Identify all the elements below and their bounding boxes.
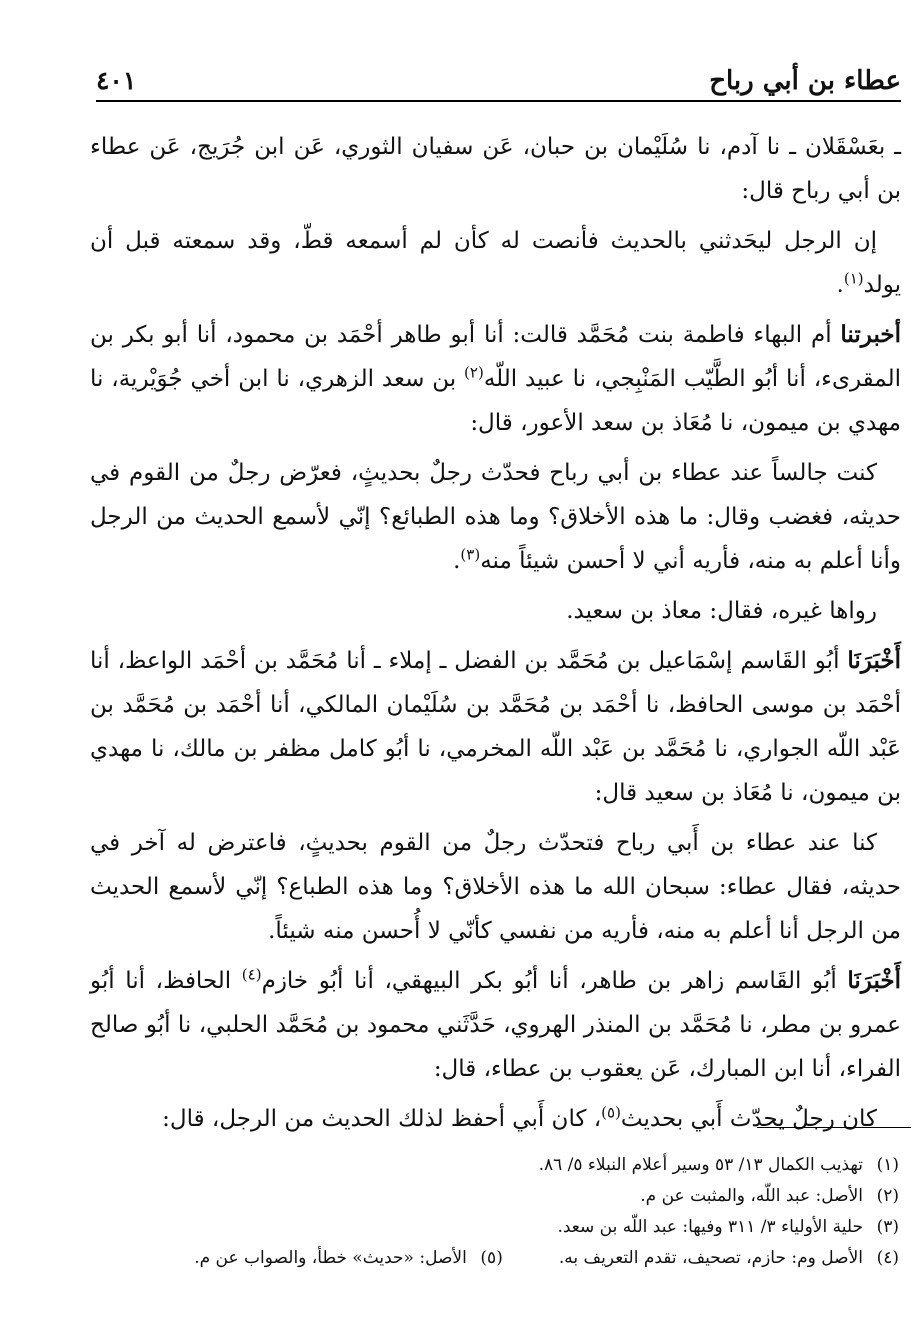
footnote-ref-4[interactable]: (٤): [241, 965, 262, 984]
paragraph-1: [90, 125, 901, 213]
running-title: عطاء بن أبي رباح: [709, 66, 901, 96]
footnote-number: (٥): [480, 1248, 503, 1268]
footnote-separator: [757, 1127, 911, 1128]
isnad-lead-word: أَخْبَرَنَا: [847, 967, 901, 994]
paragraph-5-text: رواها غيره، فقال: معاذ بن سعيد.: [566, 598, 877, 624]
page-header: [96, 60, 901, 98]
paragraph-7-text: كنا عند عطاء بن أَبي رباح فتحدّث رجلٌ من القوم بحديثٍ، فاعترض له آخر في حديثه، فقال عطاء: سبحان الله ما هذه الأخلاق؟ وما هذه الطباع؟ إنّي لأسمع الحديث من الرجل أنا أعلم به منه، فأريه من نفسي كأنّي لا أُحسن منه شيئاً.: [90, 830, 901, 944]
footnote-ref-2[interactable]: (٢): [464, 363, 484, 382]
paragraph-2: [90, 219, 901, 307]
header-rule: [96, 100, 901, 102]
footnote-text: تهذيب الكمال ١٣/ ٥٣ وسير أعلام النبلاء ٥/ ٨٦.: [538, 1155, 863, 1175]
footnote-item: [96, 1181, 899, 1212]
paragraph-4: [90, 451, 901, 583]
paragraph-3-text-b: بن سعد الزهري، نا ابن أخي جُوَيْرية، نا مهدي بن ميمون، نا مُعَاذ بن سعد الأعور، قال:: [90, 366, 901, 436]
footnote-item: [559, 1243, 899, 1274]
paragraph-9-text-a: كان رجلٌ يحدّث أَبي بحديث: [620, 1106, 877, 1132]
footnote-number: (٢): [876, 1186, 899, 1206]
footnote-item: [96, 1212, 899, 1243]
isnad-lead-word: أَخْبَرَنَا: [847, 647, 901, 674]
footnote-text: الأصل وم: حازم، تصحيف، تقدم التعريف به.: [558, 1248, 863, 1268]
footnote-ref-3[interactable]: (٣): [460, 545, 481, 564]
footnote-row: [96, 1243, 899, 1274]
page-number: ٤٠١: [96, 66, 137, 95]
isnad-lead-word: أخبرتنا: [840, 321, 901, 348]
paragraph-8-text-a: أبُو القَاسم زاهر بن طاهر، أنا أبُو بكر البيهقي، أنا أبُو خازم: [261, 968, 848, 994]
paragraph-2-end: .: [836, 272, 844, 298]
footnotes: [96, 1150, 899, 1274]
paragraph-2-text: إن الرجل ليحَدثني بالحديث فأنصت له كأن لم أسمعه قطّ، وقد سمعته قبل أن يولد: [90, 228, 901, 298]
paragraph-1-text: ـ بعَسْقَلان ـ نا آدم، نا سُلَيْمان بن حبان، عَن سفيان الثوري، عَن ابن جُرَيج، عَن عطاء بن أبي رباح قال:: [90, 134, 901, 204]
footnote-text: الأصل: عبد اللّه، والمثبت عن م.: [640, 1186, 863, 1206]
paragraph-6: [90, 639, 901, 815]
paragraph-4-text: كنت جالساً عند عطاء بن أبي رباح فحدّث رجلٌ بحديثٍ، فعرّض رجلٌ من القوم في حديثه، فغضب وقال: ما هذه الأخلاق؟ وما هذه الطبائع؟ إنّي لأسمع الحديث من الرجل وأنا أعلم به منه، فأريه أني لا أحسن شيئاً منه: [90, 460, 901, 574]
main-text: [90, 125, 901, 1147]
footnote-item: [194, 1243, 503, 1274]
paragraph-3-text-a: أم البهاء فاطمة بنت مُحَمَّد قالت: أنا أبو طاهر أحْمَد بن محمود، أنا أبو بكر بن المقرىء، أنا أبُو الطَّيّب المَنْبِجي، نا عبيد اللّه: [90, 322, 901, 392]
paragraph-6-text: أبُو القَاسم إسْمَاعيل بن مُحَمَّد بن الفضل ـ إملاء ـ أنا مُحَمَّد بن أحْمَد الواعظ، أنا أحْمَد بن موسى الحافظ، نا أحْمَد بن مُحَمَّد بن سُلَيْمان المالكي، أنا أحْمَد بن مُحَمَّد بن عَبْد اللّه الجواري، نا مُحَمَّد بن عَبْد اللّه المخرمي، نا أبُو كامل مظفر بن مالك، نا مهدي بن ميمون، نا مُعَاذ بن سعيد قال:: [90, 648, 901, 806]
paragraph-7: [90, 821, 901, 953]
paragraph-4-end: .: [453, 548, 461, 574]
footnote-number: (١): [876, 1155, 899, 1175]
paragraph-8: [90, 959, 901, 1091]
footnote-ref-1[interactable]: (١): [843, 269, 864, 288]
footnote-item: [96, 1150, 899, 1181]
footnote-number: (٣): [876, 1217, 899, 1237]
paragraph-3: [90, 313, 901, 445]
footnote-number: (٤): [876, 1248, 899, 1268]
footnote-ref-5[interactable]: (٥): [601, 1103, 621, 1122]
footnote-text: الأصل: «حديث» خطأ، والصواب عن م.: [194, 1248, 467, 1268]
paragraph-9-text-b: ، كان أَبي أحفظ لذلك الحديث من الرجل، قال:: [162, 1106, 602, 1132]
paragraph-5: [90, 589, 901, 633]
paragraph-8-text-b: الحافظ، أنا أبُو عمرو بن مطر، نا مُحَمَّد بن المنذر الهروي، حَدَّثَني محمود بن مُحَمَّد الحلبي، نا أبُو صالح الفراء، أنا ابن المبارك، عَن يعقوب بن عطاء، قال:: [90, 968, 901, 1082]
footnote-text: حلية الأولياء ٣/ ٣١١ وفيها: عبد اللّه بن سعد.: [557, 1217, 863, 1237]
paragraph-9: [90, 1097, 901, 1141]
